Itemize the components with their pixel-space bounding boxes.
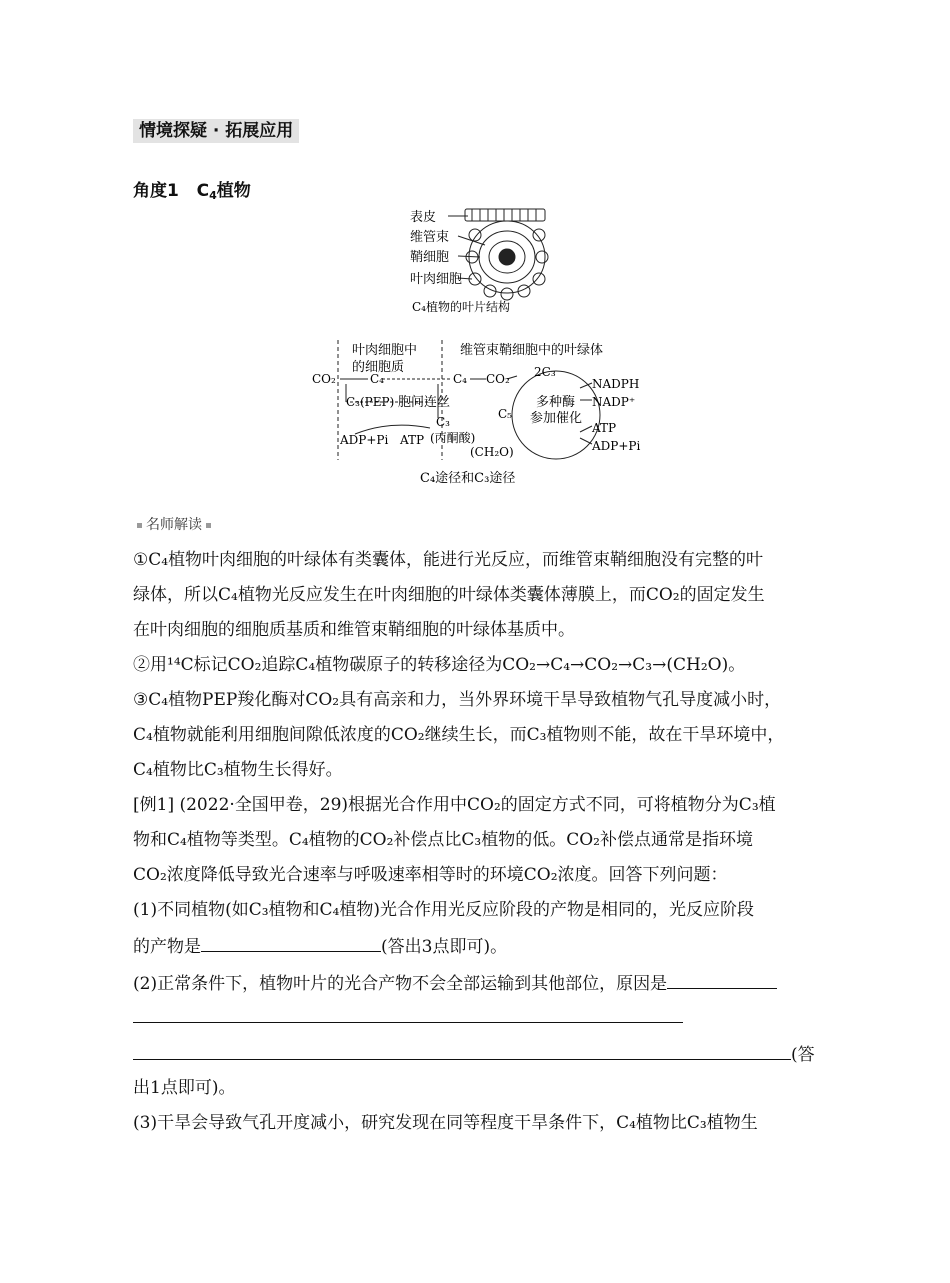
co2-input: CO₂ (312, 372, 336, 386)
two-c3: 2C₃ (534, 365, 556, 379)
leaf-structure-figure (410, 205, 560, 323)
commentary-line-5: ③C₄植物PEP羧化酶对CO₂具有高亲和力，当外界环境干旱导致植物气孔导度减小时， (133, 690, 782, 710)
figure2-caption: C₄途径和C₃途径 (420, 471, 516, 486)
answer-blank[interactable] (133, 1043, 791, 1060)
bundle-title: 维管束鞘细胞中的叶绿体 (460, 343, 604, 358)
question-2-line-1: (2)正常条件下，植物叶片的光合产物不会全部运输到其他部位，原因是 (133, 972, 777, 994)
c3-pyruvate: C₃ (436, 415, 450, 429)
question-1-line-1: (1)不同植物(如C₃植物和C₄植物)光合作用光反应阶段的产物是相同的，光反应阶段 (133, 900, 754, 920)
adp-left: ADP+Pi (340, 433, 389, 447)
adp-right: ADP+Pi (592, 439, 641, 453)
nadph: NADPH (592, 377, 640, 391)
commentary-line-3: 在叶肉细胞的细胞质基质和维管束鞘细胞的叶绿体基质中。 (133, 620, 575, 640)
label-vascular-bundle: 维管束 (410, 230, 450, 245)
square-bullet-icon (137, 523, 142, 528)
commentary-line-2: 绿体，所以C₄植物光反应发生在叶肉细胞的叶绿体类囊体薄膜上，而CO₂的固定发生 (133, 585, 765, 605)
c4-bundle: C₄ (453, 372, 467, 386)
commentary-line-7: C₄植物比C₃植物生长得好。 (133, 760, 343, 780)
example-line-3: CO₂浓度降低导致光合速率与呼吸速率相等时的环境CO₂浓度。回答下列问题： (133, 865, 728, 885)
plasmodesmata: 胞间连丝 (398, 395, 451, 410)
question-2-line-3: (答 (133, 1043, 815, 1065)
pyruvate: (丙酮酸) (430, 431, 476, 445)
leaf-cross-section-drawing (448, 209, 548, 300)
ch2o: (CH₂O) (470, 445, 514, 459)
nadp: NADP⁺ (592, 395, 636, 409)
co2-released: CO₂ (486, 372, 510, 386)
question-3-line-1: (3)干旱会导致气孔开度减小，研究发现在同等程度干旱条件下，C₄植物比C₃植物生 (133, 1113, 758, 1133)
mesophyll-title-2: 的细胞质 (352, 360, 405, 375)
question-1-line-2: 的产物是 (答出3点即可)。 (133, 937, 508, 957)
commentary-line-6: C₄植物就能利用细胞间隙低浓度的CO₂继续生长，而C₃植物则不能，故在干旱环境中， (133, 725, 785, 745)
commentary-label: 名师解读 (133, 514, 215, 534)
label-sheath-cell: 鞘细胞 (410, 250, 450, 265)
atp-left: ATP (400, 433, 425, 447)
mesophyll-title-1: 叶肉细胞中 (352, 343, 418, 358)
question-2-line-4: 出1点即可)。 (133, 1078, 236, 1098)
answer-blank[interactable] (201, 935, 381, 952)
c4-c3-pathway-figure (310, 340, 650, 490)
angle-title (133, 176, 251, 201)
commentary-line-1: ①C₄植物叶肉细胞的叶绿体有类囊体，能进行光反应，而维管束鞘细胞没有完整的叶 (133, 550, 764, 570)
example-line-1: [例1] (2022·全国甲卷，29)根据光合作用中CO₂的固定方式不同，可将植物分为C₃植 (133, 795, 776, 815)
figure1-caption: C₄植物的叶片结构 (412, 300, 510, 314)
enzyme-line-1: 多种酶 (536, 395, 576, 410)
angle-prefix: 角度1 (133, 181, 179, 201)
label-mesophyll-cell: 叶肉细胞 (410, 272, 463, 287)
angle-sub: 4 (209, 189, 217, 202)
answer-blank[interactable] (667, 972, 777, 989)
angle-suffix: 植物 (216, 181, 251, 201)
example-line-2: 物和C₄植物等类型。C₄植物的CO₂补偿点比C₃植物的低。CO₂补偿点通常是指环境 (133, 830, 753, 850)
angle-c: C (196, 181, 210, 201)
label-epidermis: 表皮 (410, 210, 437, 225)
c5: C₅ (498, 407, 512, 421)
c3-pep: C₃(PEP) (346, 395, 395, 409)
c4-mesophyll: C₄ (370, 372, 384, 386)
commentary-line-4: ②用¹⁴C标记CO₂追踪C₄植物碳原子的转移途径为CO₂→C₄→CO₂→C₃→(CH₂O)。 (133, 655, 746, 675)
atp-right: ATP (592, 421, 617, 435)
enzyme-line-2: 参加催化 (530, 411, 583, 426)
square-bullet-icon (206, 523, 211, 528)
answer-blank-line[interactable] (133, 1022, 683, 1023)
section-heading: 情境探疑 · 拓展应用 (133, 119, 299, 143)
